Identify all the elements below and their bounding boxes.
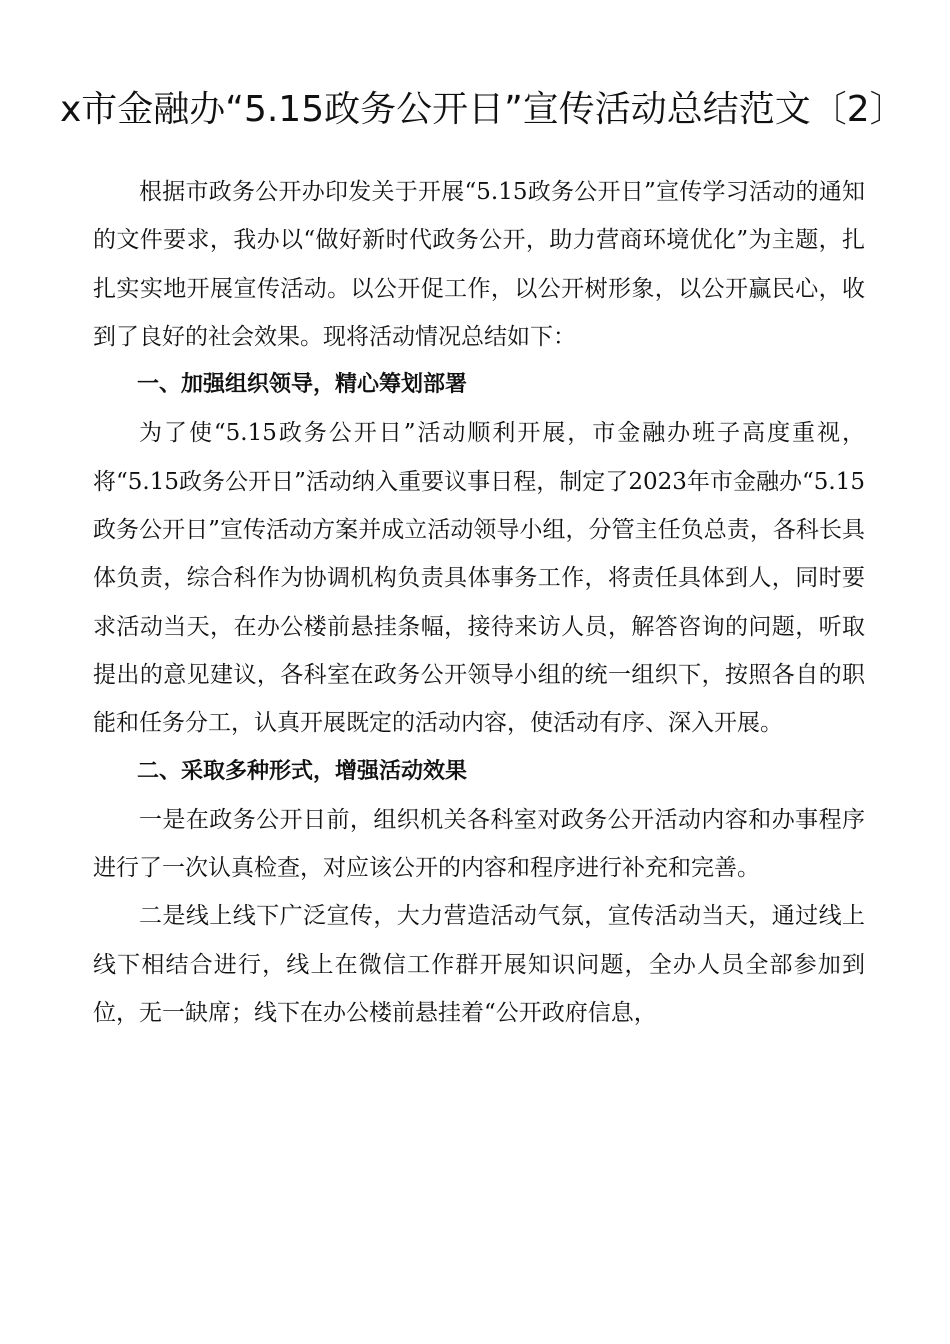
section-heading-2: 二、采取多种形式，增强活动效果: [137, 758, 468, 784]
intro-paragraph: 根据市政务公开办印发关于开展“5.15政务公开日”宣传学习活动的通知的文件要求，我办以“做好新时代政务公开，助力营商环境优化”为主题，扎扎实实地开展宣传活动。以公开促工作，以公开树形象，以公开赢民心，收到了良好的社会效果。现将活动情况总结如下：: [93, 179, 865, 350]
document-body: [93, 168, 865, 1037]
section-2-paragraph-1: 一是在政务公开日前，组织机关各科室对政务公开活动内容和办事程序进行了一次认真检查，对应该公开的内容和程序进行补充和完善。: [93, 806, 865, 882]
document-title: x市金融办“5.15政务公开日”宣传活动总结范文〔2〕: [60, 89, 906, 130]
section-2-paragraph-2: 二是线上线下广泛宣传，大力营造活动气氛，宣传活动当天，通过线上线下相结合进行，线上在微信工作群开展知识问题，全办人员全部参加到位，无一缺席；线下在办公楼前悬挂着“公开政府信息，: [93, 903, 865, 1027]
section-heading-1: 一、加强组织领导，精心筹划部署: [137, 372, 468, 398]
section-1-paragraph: 为了使“5.15政务公开日”活动顺利开展，市金融办班子高度重视，将“5.15政务公开日”活动纳入重要议事日程，制定了2023年市金融办“5.15政务公开日”宣传活动方案并成立活动领导小组，分管主任负总责，各科长具体负责，综合科作为协调机构负责具体事务工作，将责任具体到人，同时要求活动当天，在办公楼前悬挂条幅，接待来访人员，解答咨询的问题，听取提出的意见建议，各科室在政务公开领导小组的统一组织下，按照各自的职能和任务分工，认真开展既定的活动内容，使活动有序、深入开展。: [93, 420, 865, 737]
